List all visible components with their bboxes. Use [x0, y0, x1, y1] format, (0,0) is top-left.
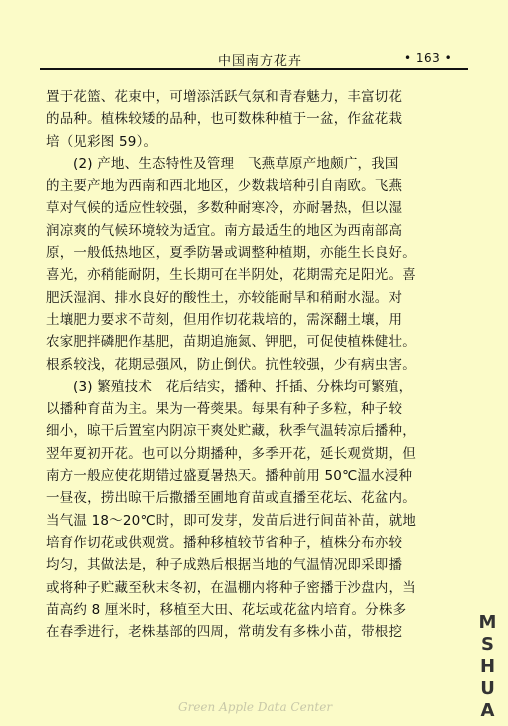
text-line: 培育作切花或供观赏。播种移植较节省种子，植株分布亦较: [46, 534, 403, 551]
text-line: 原，一般低热地区，夏季防暑或调整种植期，亦能生长良好。: [46, 245, 416, 262]
text-line: 农家肥拌磷肥作基肥，苗期追施氮、钾肥，可促使植株健壮。: [46, 334, 416, 351]
text-line: 润凉爽的气候环境较为适宜。南方最适生的地区为西南部高: [46, 222, 403, 239]
text-line: (3) 繁殖技术 花后结实，播种、扦插、分株均可繁殖，: [73, 378, 413, 395]
text-line: 置于花篮、花束中，可增添活跃气氛和青春魅力，丰富切花: [46, 89, 403, 105]
text-line: 土壤肥力要求不苛刻，但用作切花栽培的，需深翻土壤，用: [46, 311, 403, 328]
watermark: Green Apple Data Center: [178, 700, 333, 714]
text-line: 苗高约 8 厘米时，移植至大田、花坛或花盆内培育。分株多: [46, 601, 407, 618]
text-line: 南方一般应使花期错过盛夏暑热天。播种前用 50℃温水浸种: [46, 468, 413, 485]
header-title: 中国南方花卉: [218, 54, 303, 69]
text-line: 根系较浅，花期忌强风，防止倒伏。抗性较强，少有病虫害。: [46, 356, 416, 373]
text-line: 草对气候的适应性较强，多数种耐寒冷，亦耐暑热，但以湿: [46, 200, 403, 217]
header-rule: [40, 68, 468, 70]
text-line: 均匀，其做法是，种子成熟后根据当地的气温情况即采即播: [46, 557, 403, 574]
text-line: 以播种育苗为主。果为一蓇葖果。每果有种子多粒，种子较: [46, 401, 403, 418]
text-line: 一昼夜，捞出晾干后撒播至圃地育苗或直播至花坛、花盆内。: [46, 490, 416, 507]
text-line: 喜光，亦稍能耐阴，生长期可在半阴处，花期需充足阳光。喜: [46, 267, 416, 284]
text-line: 的主要产地为西南和西北地区，少数栽培种引自南欧。飞燕: [46, 178, 403, 195]
body-text: [46, 86, 470, 643]
running-header: [40, 46, 468, 68]
text-line: 培（见彩图 59）。: [46, 133, 158, 150]
text-line: 翌年夏初开花。也可以分期播种，多季开花，延长观赏期，但: [46, 445, 416, 462]
text-line: 在春季进行，老株基部的四周，常萌发有多株小苗，带根挖: [46, 624, 403, 641]
side-stamp: MSHUA: [477, 612, 498, 722]
text-line: 或将种子贮藏至秋末冬初，在温棚内将种子密播于沙盘内，当: [46, 579, 416, 596]
text-line: (2) 产地、生态特性及管理 飞燕草原产地颇广，我国: [73, 155, 399, 172]
text-line: 的品种。植株较矮的品种，也可数株种植于一盆，作盆花栽: [46, 111, 403, 128]
page-number: • 163 •: [404, 51, 453, 65]
text-line: 当气温 18～20℃时，即可发芽，发苗后进行间苗补苗，就地: [46, 512, 417, 529]
text-line: 肥沃湿润、排水良好的酸性土，亦较能耐旱和稍耐水湿。对: [46, 289, 403, 306]
text-line: 细小，晾干后置室内阴凉干爽处贮藏，秋季气温转凉后播种，: [46, 423, 416, 440]
